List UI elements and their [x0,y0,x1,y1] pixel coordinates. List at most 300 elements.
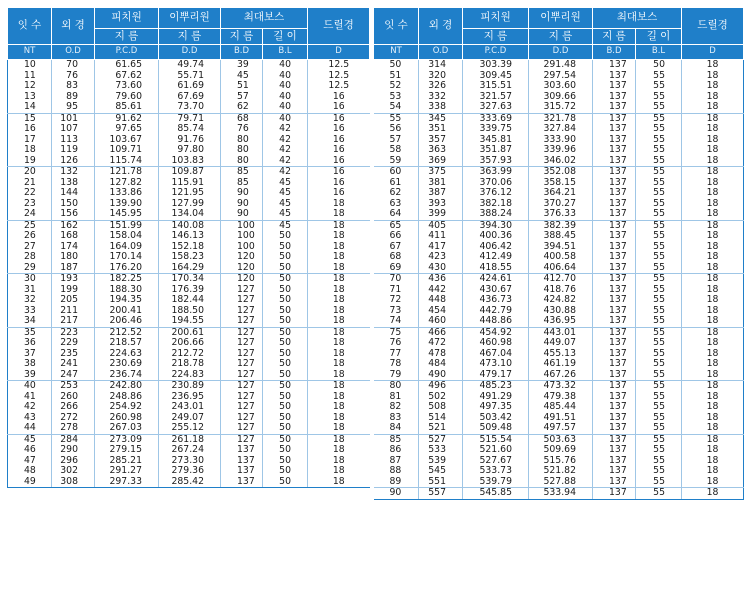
header-dd: D.D [159,45,221,60]
cell-root-circle-diameter: 406.64 [529,263,593,274]
cell-root-circle-diameter: 212.72 [159,349,221,360]
cell-outer-diameter: 266 [52,402,95,413]
cell-boss-diameter: 137 [593,295,636,306]
cell-drill-diameter: 18 [682,306,744,317]
cell-root-circle-diameter: 503.63 [529,434,593,445]
cell-pitch-circle-diameter: 212.52 [95,327,159,338]
table-row [8,71,370,82]
table-row [8,113,370,124]
cell-root-circle-diameter: 267.24 [159,445,221,456]
cell-pitch-circle-diameter: 430.67 [463,285,529,296]
cell-root-circle-diameter: 291.48 [529,60,593,71]
spec-table-left [7,7,370,488]
cell-outer-diameter: 436 [419,274,463,285]
cell-drill-diameter: 16 [332,188,345,198]
cell-drill-diameter: 18 [682,381,744,392]
cell-outer-diameter: 466 [419,327,463,338]
table-row [8,477,370,488]
table-row [8,199,370,210]
cell-root-circle-diameter: 449.07 [529,338,593,349]
cell-boss-length: 55 [636,349,682,360]
cell-teeth: 62 [374,188,419,199]
cell-boss-diameter: 120 [221,252,263,263]
cell-root-circle-diameter: 176.39 [159,285,221,296]
cell-drill-diameter: 18 [682,199,744,210]
cell-drill-diameter: 18 [682,263,744,274]
cell-boss-diameter: 137 [593,359,636,370]
table-row [8,263,370,274]
cell-pitch-circle-diameter: 103.67 [95,135,159,146]
cell-outer-diameter: 332 [419,92,463,103]
cell-drill-diameter: 18 [682,316,744,327]
cell-drill-diameter: 18 [682,456,744,467]
cell-outer-diameter: 502 [419,392,463,403]
cell-pitch-circle-diameter: 285.21 [95,456,159,467]
cell-pitch-circle-diameter: 503.42 [463,413,529,424]
cell-boss-length: 55 [636,381,682,392]
table-row [374,274,744,285]
cell-drill-diameter: 18 [332,412,345,423]
cell-drill-diameter: 18 [682,445,744,456]
cell-drill-diameter: 12.5 [328,59,350,70]
cell-teeth: 87 [374,456,419,467]
cell-outer-diameter: 278 [52,423,95,434]
cell-pitch-circle-diameter: 460.98 [463,338,529,349]
cell-boss-length: 50 [263,392,308,403]
cell-outer-diameter: 417 [419,242,463,253]
cell-boss-diameter: 127 [221,349,263,360]
table-row [8,81,370,92]
cell-drill-diameter: 18 [682,327,744,338]
cell-pitch-circle-diameter: 236.74 [95,370,159,381]
cell-drill-diameter: 18 [308,209,370,220]
cell-teeth: 57 [374,135,419,146]
table-row [374,423,744,434]
cell-teeth: 14 [8,102,52,113]
cell-boss-length: 55 [636,306,682,317]
cell-drill-diameter: 18 [682,145,744,156]
cell-outer-diameter: 150 [52,199,95,210]
cell-pitch-circle-diameter: 515.54 [463,434,529,445]
table-row [374,220,744,231]
table-row [8,156,370,167]
cell-drill-diameter: 18 [682,338,744,349]
cell-teeth: 38 [8,359,52,370]
cell-pitch-circle-diameter: 176.20 [95,263,159,274]
cell-root-circle-diameter: 67.69 [159,92,221,103]
cell-outer-diameter: 260 [52,392,95,403]
cell-boss-diameter: 137 [593,456,636,467]
cell-boss-diameter: 120 [221,274,263,285]
cell-outer-diameter: 490 [419,370,463,381]
cell-drill-diameter: 18 [332,391,345,402]
cell-pitch-circle-diameter: 394.30 [463,220,529,231]
cell-boss-diameter: 137 [593,252,636,263]
cell-drill-diameter: 18 [332,220,345,231]
table-row [374,178,744,189]
cell-boss-length: 40 [263,60,308,71]
cell-root-circle-diameter: 412.70 [529,274,593,285]
table-row [8,456,370,467]
cell-boss-diameter: 80 [221,145,263,156]
cell-pitch-circle-diameter: 85.61 [95,102,159,113]
cell-outer-diameter: 138 [52,178,95,189]
cell-drill-diameter: 18 [682,392,744,403]
header-outer-diameter: 외 경 [52,8,95,45]
cell-root-circle-diameter: 49.74 [159,60,221,71]
cell-drill-diameter: 18 [332,338,345,348]
spec-rows-left [8,60,370,488]
header-max-boss: 최대보스 [221,8,308,29]
cell-outer-diameter: 302 [52,466,95,477]
cell-teeth: 18 [8,145,52,156]
cell-teeth: 31 [8,285,52,296]
cell-teeth: 67 [374,242,419,253]
cell-outer-diameter: 387 [419,188,463,199]
table-row [8,295,370,306]
cell-root-circle-diameter: 146.13 [159,231,221,242]
cell-boss-length: 55 [636,359,682,370]
cell-teeth: 76 [374,338,419,349]
cell-outer-diameter: 496 [419,381,463,392]
cell-teeth: 51 [374,71,419,82]
cell-teeth: 78 [374,359,419,370]
cell-teeth: 63 [374,199,419,210]
cell-pitch-circle-diameter: 67.62 [95,71,159,82]
header-pcd: P.C.D [463,45,529,60]
cell-pitch-circle-diameter: 115.74 [95,156,159,167]
cell-pitch-circle-diameter: 254.92 [95,402,159,413]
cell-outer-diameter: 338 [419,102,463,113]
cell-boss-diameter: 127 [221,295,263,306]
cell-pitch-circle-diameter: 418.55 [463,263,529,274]
cell-boss-diameter: 137 [593,327,636,338]
table-row [374,413,744,424]
cell-drill-diameter: 18 [682,71,744,82]
table-row [8,338,370,349]
cell-pitch-circle-diameter: 170.14 [95,252,159,263]
cell-boss-length: 45 [263,209,308,220]
cell-boss-length: 55 [636,145,682,156]
cell-root-circle-diameter: 121.95 [159,188,221,199]
cell-boss-length: 50 [263,456,308,467]
cell-outer-diameter: 187 [52,263,95,274]
cell-teeth: 88 [374,466,419,477]
cell-root-circle-diameter: 140.08 [159,220,221,231]
cell-boss-length: 55 [636,402,682,413]
cell-pitch-circle-diameter: 188.30 [95,285,159,296]
cell-outer-diameter: 442 [419,285,463,296]
table-row [374,456,744,467]
cell-boss-diameter: 137 [221,477,263,488]
cell-outer-diameter: 557 [419,488,463,500]
table-row [374,466,744,477]
cell-teeth: 66 [374,231,419,242]
cell-teeth: 48 [8,466,52,477]
table-row [8,242,370,253]
cell-outer-diameter: 545 [419,466,463,477]
cell-outer-diameter: 235 [52,349,95,360]
cell-drill-diameter: 18 [682,359,744,370]
cell-boss-diameter: 137 [593,413,636,424]
table-row [374,285,744,296]
spec-table-right [373,7,744,500]
cell-drill-diameter: 18 [682,209,744,220]
cell-pitch-circle-diameter: 527.67 [463,456,529,467]
header-od: O.D [419,45,463,60]
cell-outer-diameter: 199 [52,285,95,296]
cell-boss-diameter: 137 [593,220,636,231]
cell-boss-length: 42 [263,167,308,178]
table-row [8,252,370,263]
cell-root-circle-diameter: 109.87 [159,167,221,178]
cell-root-circle-diameter: 127.99 [159,199,221,210]
cell-boss-length: 55 [636,338,682,349]
column-divider [370,7,372,583]
cell-pitch-circle-diameter: 200.41 [95,306,159,317]
cell-root-circle-diameter: 224.83 [159,370,221,381]
cell-boss-diameter: 100 [221,242,263,253]
cell-teeth: 19 [8,156,52,167]
cell-boss-length: 50 [263,413,308,424]
cell-drill-diameter: 18 [308,423,370,434]
cell-root-circle-diameter: 339.96 [529,145,593,156]
table-row [8,392,370,403]
cell-root-circle-diameter: 382.39 [529,220,593,231]
cell-pitch-circle-diameter: 121.78 [95,167,159,178]
cell-pitch-circle-diameter: 479.17 [463,370,529,381]
cell-boss-diameter: 127 [221,338,263,349]
cell-boss-length: 42 [263,145,308,156]
cell-boss-diameter: 137 [593,392,636,403]
table-row [374,477,744,488]
cell-root-circle-diameter: 443.01 [529,327,593,338]
cell-pitch-circle-diameter: 291.27 [95,466,159,477]
cell-root-circle-diameter: 200.61 [159,327,221,338]
table-row [374,124,744,135]
cell-pitch-circle-diameter: 133.86 [95,188,159,199]
cell-pitch-circle-diameter: 158.04 [95,231,159,242]
cell-outer-diameter: 247 [52,370,95,381]
cell-boss-length: 55 [636,71,682,82]
cell-teeth: 32 [8,295,52,306]
cell-teeth: 80 [374,381,419,392]
header-boss-diameter: 지 름 [221,29,263,45]
cell-teeth: 68 [374,252,419,263]
cell-boss-length: 55 [636,81,682,92]
cell-boss-diameter: 137 [593,135,636,146]
cell-boss-length: 55 [636,423,682,434]
table-row [374,359,744,370]
cell-boss-length: 55 [636,327,682,338]
cell-drill-diameter: 18 [682,178,744,189]
cell-drill-diameter: 18 [682,488,744,500]
cell-boss-length: 55 [636,231,682,242]
cell-boss-length: 45 [263,178,308,189]
cell-boss-length: 55 [636,285,682,296]
cell-boss-diameter: 137 [593,113,636,124]
cell-outer-diameter: 472 [419,338,463,349]
cell-boss-diameter: 137 [593,338,636,349]
cell-pitch-circle-diameter: 370.06 [463,178,529,189]
cell-teeth: 33 [8,306,52,317]
cell-boss-length: 50 [263,349,308,360]
cell-pitch-circle-diameter: 61.65 [95,60,159,71]
header-pitch-circle: 피치원 [463,8,529,29]
cell-boss-length: 55 [636,178,682,189]
table-row [8,178,370,189]
cell-root-circle-diameter: 218.78 [159,359,221,370]
cell-drill-diameter: 18 [308,316,370,327]
cell-pitch-circle-diameter: 127.82 [95,178,159,189]
table-row [8,466,370,477]
table-row [374,231,744,242]
cell-teeth: 11 [8,71,52,82]
table-row [8,167,370,178]
cell-outer-diameter: 101 [52,113,95,124]
cell-outer-diameter: 539 [419,456,463,467]
cell-teeth: 45 [8,434,52,445]
cell-teeth: 90 [374,488,419,500]
cell-root-circle-diameter: 358.15 [529,178,593,189]
cell-drill-diameter: 18 [682,402,744,413]
cell-drill-diameter: 16 [332,91,345,102]
table-row [8,423,370,434]
cell-boss-diameter: 137 [593,370,636,381]
cell-outer-diameter: 369 [419,156,463,167]
header-root-circle: 이뿌리원 [529,8,593,29]
cell-pitch-circle-diameter: 533.73 [463,466,529,477]
table-row [374,92,744,103]
cell-pitch-circle-diameter: 345.81 [463,135,529,146]
cell-pitch-circle-diameter: 109.71 [95,145,159,156]
cell-teeth: 10 [8,60,52,71]
cell-pitch-circle-diameter: 91.62 [95,113,159,124]
cell-outer-diameter: 363 [419,145,463,156]
table-row [374,381,744,392]
cell-drill-diameter: 18 [682,60,744,71]
cell-boss-length: 55 [636,199,682,210]
cell-teeth: 41 [8,392,52,403]
cell-boss-length: 55 [636,156,682,167]
cell-root-circle-diameter: 430.88 [529,306,593,317]
cell-outer-diameter: 211 [52,306,95,317]
cell-boss-length: 55 [636,167,682,178]
table-row [8,231,370,242]
cell-outer-diameter: 357 [419,135,463,146]
cell-root-circle-diameter: 279.36 [159,466,221,477]
cell-root-circle-diameter: 327.84 [529,124,593,135]
cell-pitch-circle-diameter: 182.25 [95,274,159,285]
header-bd: B.D [221,45,263,60]
cell-root-circle-diameter: 461.19 [529,359,593,370]
cell-root-circle-diameter: 346.02 [529,156,593,167]
cell-pitch-circle-diameter: 400.36 [463,231,529,242]
cell-root-circle-diameter: 497.57 [529,423,593,434]
cell-boss-length: 50 [263,327,308,338]
cell-boss-diameter: 68 [221,113,263,124]
cell-teeth: 35 [8,327,52,338]
cell-drill-diameter: 12.5 [328,70,350,81]
cell-outer-diameter: 168 [52,231,95,242]
cell-teeth: 70 [374,274,419,285]
cell-drill-diameter: 12.5 [328,81,350,91]
cell-drill-diameter: 18 [682,81,744,92]
cell-boss-diameter: 127 [221,306,263,317]
header-boss-diameter: 지 름 [593,29,636,45]
table-row [374,102,744,113]
cell-boss-diameter: 76 [221,124,263,135]
cell-teeth: 81 [374,392,419,403]
table-row [8,124,370,135]
table-row [374,445,744,456]
cell-root-circle-diameter: 261.18 [159,434,221,445]
header-pcd: P.C.D [95,45,159,60]
cell-drill-diameter: 18 [682,167,744,178]
cell-boss-length: 55 [636,124,682,135]
table-row [374,242,744,253]
cell-root-circle-diameter: 400.58 [529,252,593,263]
table-row [8,349,370,360]
cell-teeth: 71 [374,285,419,296]
cell-outer-diameter: 484 [419,359,463,370]
cell-boss-diameter: 137 [593,316,636,327]
cell-boss-diameter: 137 [221,456,263,467]
cell-outer-diameter: 180 [52,252,95,263]
cell-pitch-circle-diameter: 545.85 [463,488,529,500]
cell-pitch-circle-diameter: 218.57 [95,338,159,349]
cell-teeth: 49 [8,477,52,488]
cell-drill-diameter: 18 [332,284,345,295]
header-drill: 드릴경 [682,8,744,45]
header-teeth: 잇 수 [8,8,52,45]
cell-drill-diameter: 16 [308,102,370,113]
cell-root-circle-diameter: 164.29 [159,263,221,274]
cell-boss-diameter: 137 [593,285,636,296]
cell-drill-diameter: 18 [682,423,744,434]
cell-root-circle-diameter: 376.33 [529,209,593,220]
cell-root-circle-diameter: 158.23 [159,252,221,263]
cell-teeth: 22 [8,188,52,199]
table-row [8,188,370,199]
cell-drill-diameter: 18 [682,135,744,146]
cell-pitch-circle-diameter: 279.15 [95,445,159,456]
cell-root-circle-diameter: 333.90 [529,135,593,146]
cell-drill-diameter: 18 [332,380,345,391]
cell-root-circle-diameter: 249.07 [159,413,221,424]
header-bl: B.L [263,45,308,60]
header-d: D [308,45,370,60]
cell-pitch-circle-diameter: 412.49 [463,252,529,263]
cell-teeth: 26 [8,231,52,242]
cell-drill-diameter: 18 [682,477,744,488]
cell-teeth: 86 [374,445,419,456]
cell-outer-diameter: 351 [419,124,463,135]
cell-boss-diameter: 127 [221,285,263,296]
cell-boss-length: 50 [263,402,308,413]
cell-boss-length: 40 [263,71,308,82]
cell-boss-length: 50 [263,316,308,327]
table-row [374,263,744,274]
header-bl: B.L [636,45,682,60]
cell-outer-diameter: 162 [52,220,95,231]
cell-pitch-circle-diameter: 321.57 [463,92,529,103]
cell-boss-diameter: 127 [221,423,263,434]
table-row [8,60,370,71]
cell-outer-diameter: 119 [52,145,95,156]
cell-boss-length: 55 [636,392,682,403]
cell-root-circle-diameter: 388.45 [529,231,593,242]
